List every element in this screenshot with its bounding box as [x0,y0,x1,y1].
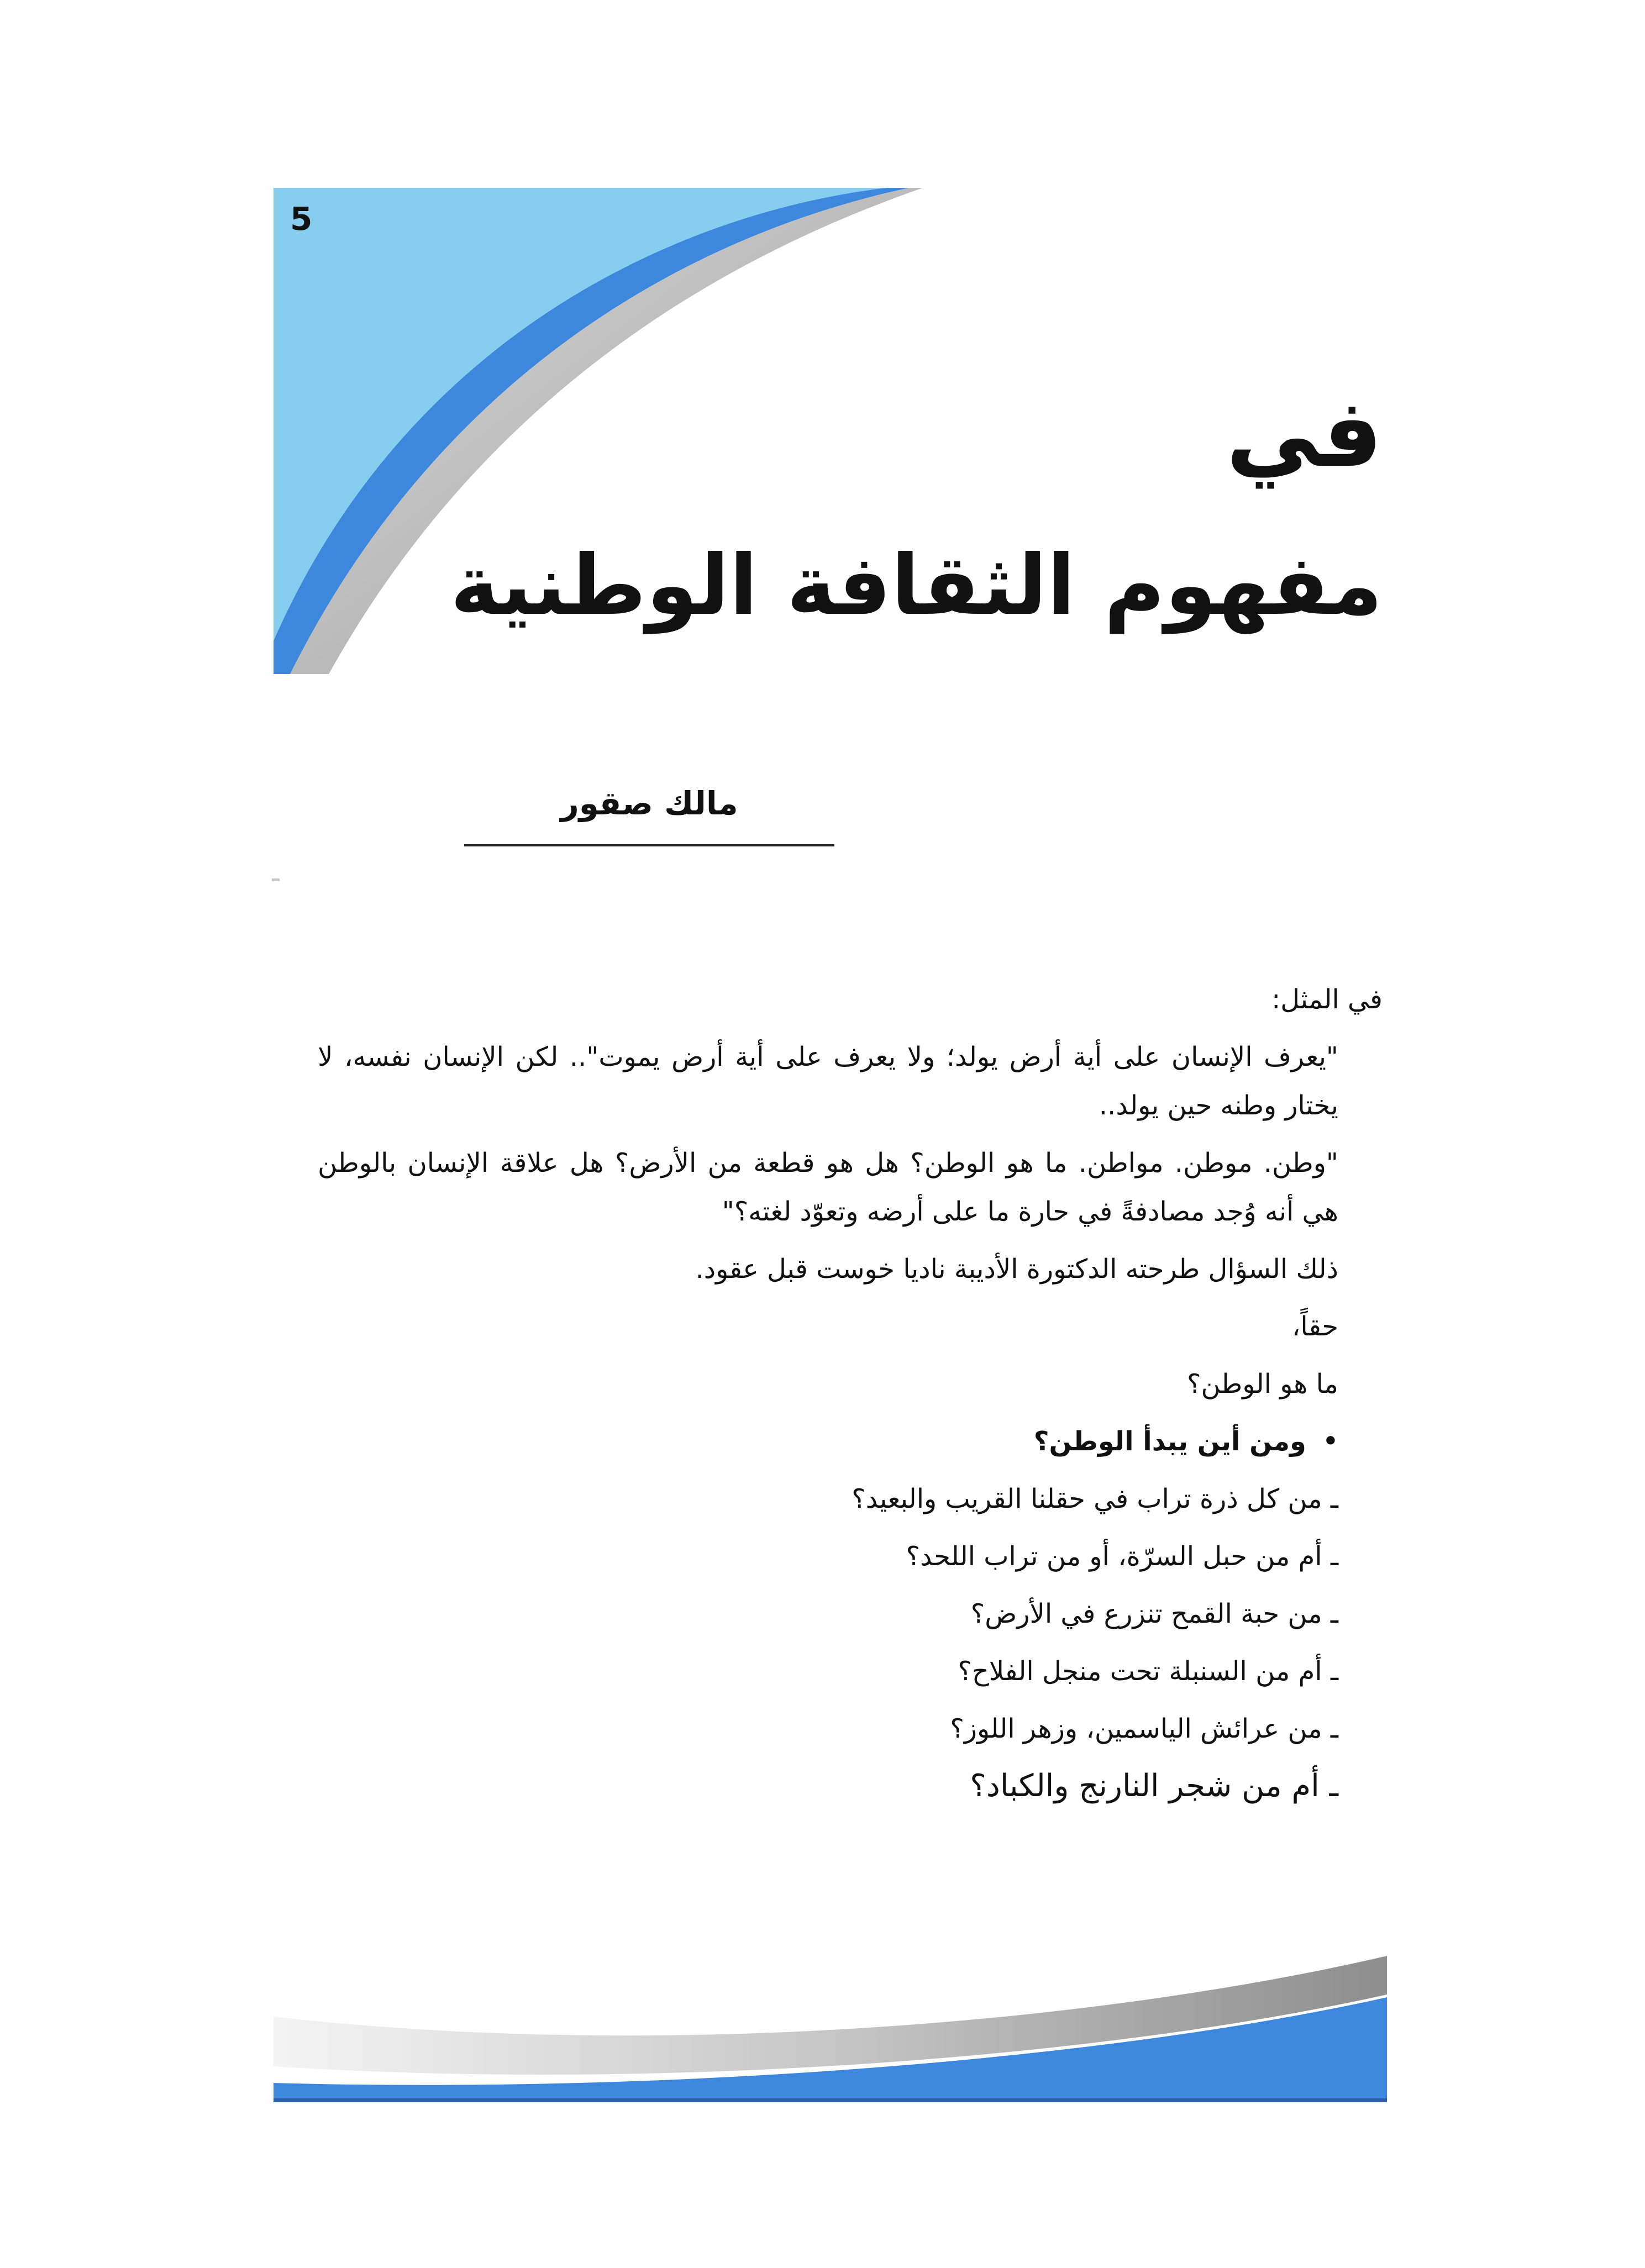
question-line-2: ـ أم من حبل السرّة، أو من تراب اللحد؟ [906,1541,1338,1572]
paragraph-proverb-intro: في المثل: [1271,984,1383,1015]
paragraph-truly: حقاً، [1291,1311,1338,1342]
bullet-text: ومن أين يبدأ الوطن؟ [1033,1426,1306,1457]
question-line-4: ـ أم من السنبلة تحت منجل الفلاح؟ [958,1656,1338,1687]
bottom-decorative-wave [274,1956,1387,2102]
page-title: مفهوم الثقافة الوطنية [450,538,1383,634]
scan-mark [272,878,280,881]
bullet-icon: • [1322,1427,1338,1455]
author-name: مالك صقور [560,785,738,822]
article-body [318,975,1383,1819]
bullet-item [318,1417,1383,1466]
author-underline [464,844,834,846]
question-line-3: ـ من حبة القمح تنزرع في الأرض؟ [970,1598,1338,1629]
paragraph-question: ما هو الوطن؟ [1187,1369,1338,1399]
question-line-5: ـ من عرائش الياسمين، وزهر اللوز؟ [950,1713,1338,1744]
question-line-1: ـ من كل ذرة تراب في حقلنا القريب والبعيد؟ [852,1483,1338,1514]
paragraph-quote: "وطن. موطن. مواطن. ما هو الوطن؟ هل هو قطعة من الأرض؟ هل علاقة الإنسان بالوطن هي أنه وُجد مصادفةً في حارة ما على أرضه وتعوّد لغته؟" [318,1148,1338,1227]
title-preposition: في [1226,379,1383,488]
paragraph-proverb: "يعرف الإنسان على أية أرض يولد؛ ولا يعرف على أية أرض يموت".. لكن الإنسان نفسه، لا يختار وطنه حين يولد.. [318,1041,1338,1121]
bottom-edge-line [274,2098,1387,2102]
paragraph-attribution: ذلك السؤال طرحته الدكتورة الأديبة ناديا خوست قبل عقود. [695,1254,1338,1285]
page-number: 5 [290,200,313,238]
question-line-6: ـ أم من شجر النارنج والكباد؟ [970,1768,1338,1804]
